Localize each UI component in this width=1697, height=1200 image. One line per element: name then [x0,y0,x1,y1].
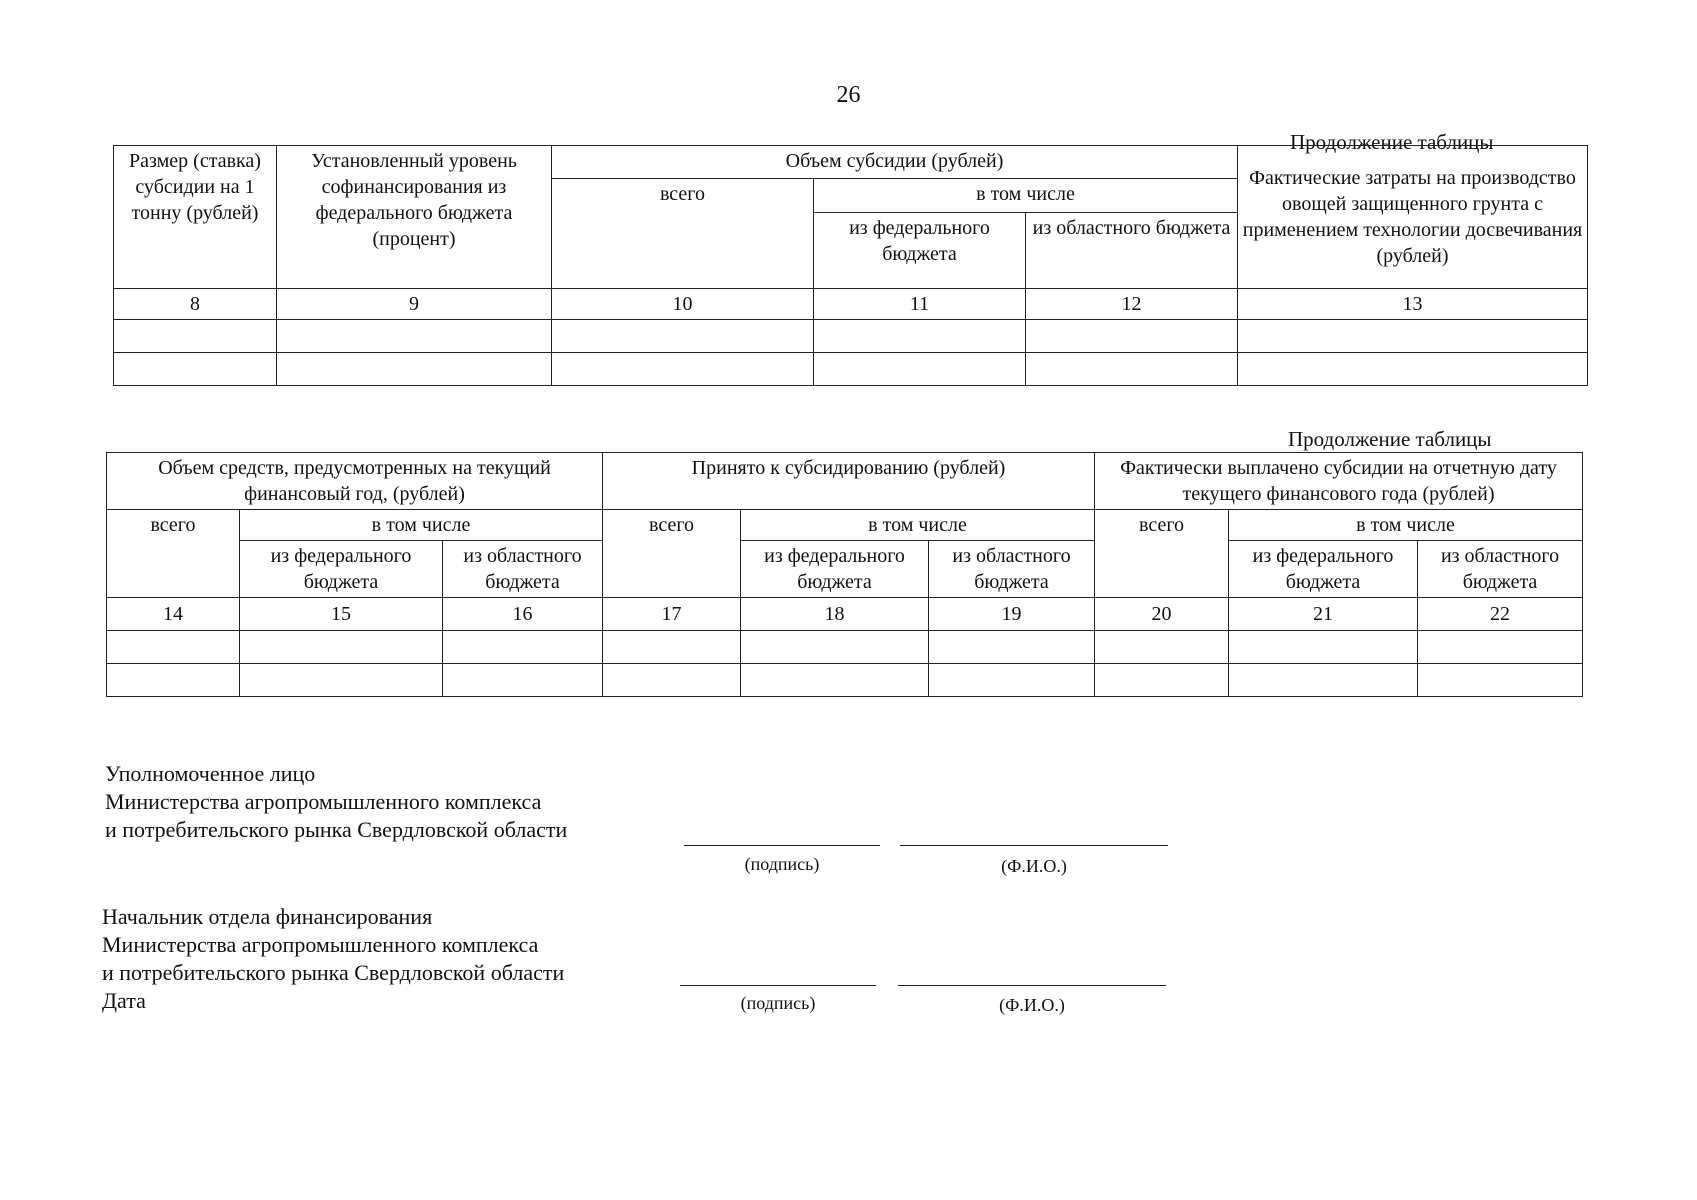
header-total: всего [1095,510,1229,598]
empty-cell [1026,320,1238,353]
empty-cell [1095,631,1229,664]
column-number: 13 [1238,289,1588,320]
signature-caption: (подпись) [744,854,820,874]
header-actually-paid: Фактически выплачено субсидии на отчетную дату текущего финансового года (рублей) [1095,453,1583,510]
empty-cell [107,631,240,664]
empty-cell [107,664,240,697]
column-number: 9 [277,289,552,320]
empty-cell [552,353,814,386]
column-number: 18 [741,598,929,631]
table-row [107,664,1583,697]
column-number: 10 [552,289,814,320]
header-federal: из федерального бюджета [814,213,1026,289]
header-including: в том числе [741,510,1095,541]
name-caption: (Ф.И.О.) [1001,856,1067,876]
empty-cell [1229,664,1418,697]
table-row [114,353,1588,386]
column-number: 22 [1418,598,1583,631]
signatory-organization: и потребительского рынка Свердловской области [102,960,565,985]
signature-caption: (подпись) [740,993,816,1013]
column-number: 19 [929,598,1095,631]
empty-cell [1238,320,1588,353]
signature-line [680,985,876,986]
empty-cell [1238,353,1588,386]
header-cofinancing: Установленный уровень софинансирования из федерального бюджета (процент) [277,146,552,289]
signatory-2 [102,903,564,1015]
header-actual-costs: Фактические затраты на производство овощей защищенного грунта с применением технологии досвечивания (рублей) [1238,146,1588,289]
signatory-organization: Министерства агропромышленного комплекса [102,932,539,957]
empty-cell [443,664,603,697]
header-rate: Размер (ставка) субсидии на 1 тонну (рублей) [114,146,277,289]
empty-cell [603,664,741,697]
empty-cell [1026,353,1238,386]
empty-cell [552,320,814,353]
name-line [900,845,1168,846]
column-number: 11 [814,289,1026,320]
empty-cell [277,353,552,386]
empty-cell [443,631,603,664]
empty-cell [240,631,443,664]
empty-cell [277,320,552,353]
date-label: Дата [102,988,146,1013]
name-caption: (Ф.И.О.) [999,995,1065,1015]
column-number: 8 [114,289,277,320]
header-regional: из областного бюджета [1418,541,1583,598]
signatory-title: Начальник отдела финансирования [102,904,433,929]
header-regional: из областного бюджета [929,541,1095,598]
column-number: 16 [443,598,603,631]
column-number: 15 [240,598,443,631]
empty-cell [603,631,741,664]
empty-cell [929,664,1095,697]
empty-cell [1095,664,1229,697]
continuation-label: Продолжение таблицы [1288,427,1492,451]
header-subsidy-volume: Объем субсидии (рублей) [552,146,1238,179]
header-including: в том числе [240,510,603,541]
column-number: 14 [107,598,240,631]
page-number: 26 [836,82,861,108]
signatory-title: Уполномоченное лицо [105,761,316,786]
header-regional: из областного бюджета [443,541,603,598]
header-federal: из федерального бюджета [240,541,443,598]
header-federal: из федерального бюджета [1229,541,1418,598]
column-number: 17 [603,598,741,631]
signatory-organization: Министерства агропромышленного комплекса [105,789,542,814]
header-total: всего [603,510,741,598]
table-row [107,631,1583,664]
header-total: всего [107,510,240,598]
name-line [898,985,1166,986]
header-regional: из областного бюджета [1026,213,1238,289]
empty-cell [240,664,443,697]
header-total: всего [552,179,814,289]
continuation-label: Продолжение таблицы [1290,130,1494,154]
empty-cell [741,664,929,697]
empty-cell [114,353,277,386]
empty-cell [814,353,1026,386]
empty-cell [929,631,1095,664]
header-funds-volume: Объем средств, предусмотренных на текущий финансовый год, (рублей) [107,453,603,510]
empty-cell [1418,631,1583,664]
signatory-1 [105,760,567,844]
table-row [114,320,1588,353]
column-number: 20 [1095,598,1229,631]
header-including: в том числе [814,179,1238,213]
empty-cell [114,320,277,353]
header-including: в том числе [1229,510,1583,541]
empty-cell [814,320,1026,353]
column-number: 21 [1229,598,1418,631]
header-accepted: Принято к субсидированию (рублей) [603,453,1095,510]
column-number: 12 [1026,289,1238,320]
signature-line [684,845,880,846]
signatory-organization: и потребительского рынка Свердловской области [105,817,568,842]
empty-cell [741,631,929,664]
empty-cell [1418,664,1583,697]
subsidy-table-part1 [113,145,1588,386]
header-federal: из федерального бюджета [741,541,929,598]
subsidy-table-part2 [106,452,1583,697]
empty-cell [1229,631,1418,664]
